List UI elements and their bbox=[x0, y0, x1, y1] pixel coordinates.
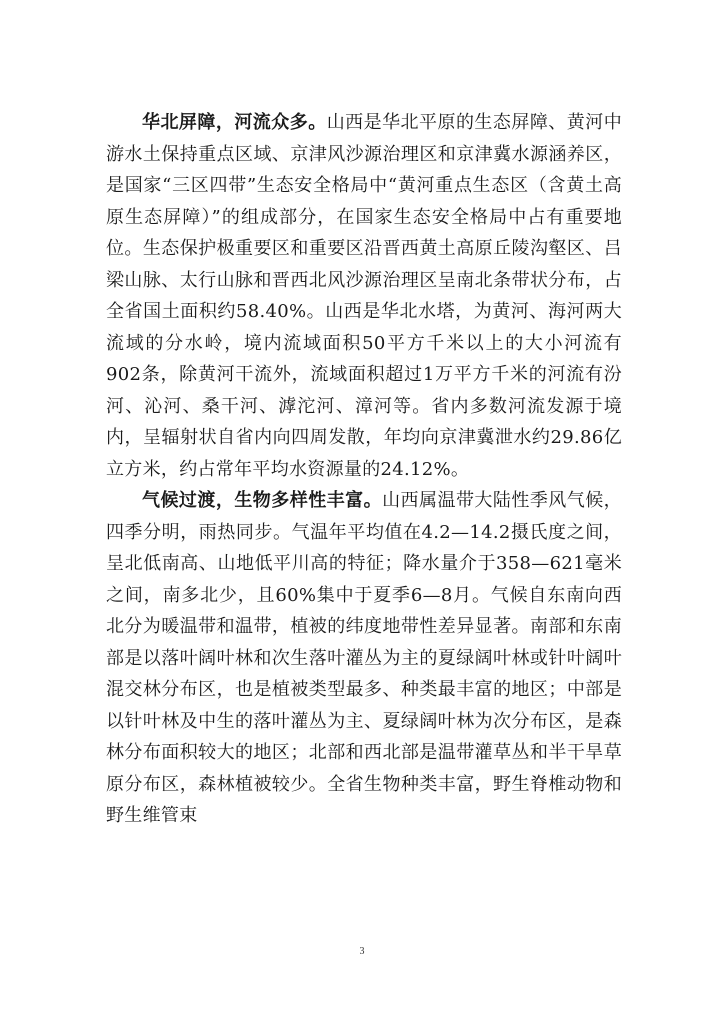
page-number: 3 bbox=[359, 946, 365, 957]
paragraph-body: 山西属温带大陆性季风气候，四季分明，雨热同步。气温年平均值在4.2—14.2摄氏度之间，呈北低南高、山地低平川高的特征；降水量介于358—621毫米之间，南多北少，且60%集中于夏季6—8月。气候自东南向西北分为暖温带和温带，植被的纬度地带性差异显著。南部和东南部是以落叶阔叶林和次生落叶灌丛为主的夏绿阔叶林或针叶阔叶混交林分布区，也是植被类型最多、种类最丰富的地区；中部是以针叶林及中生的落叶灌丛为主、夏绿阔叶林为次分布区，是森林分布面积较大的地区；北部和西北部是温带灌草丛和半干旱草原分布区，森林植被较少。全省生物种类丰富，野生脊椎动物和野生维管束 bbox=[106, 490, 622, 826]
paragraph-body: 山西是华北平原的生态屏障、黄河中游水土保持重点区域、京津风沙源治理区和京津冀水源涵养区，是国家“三区四带”生态安全格局中“黄河重点生态区（含黄土高原生态屏障）”的组成部分，在国家生态安全格局中占有重要地位。生态保护极重要区和重要区沿晋西黄土高原丘陵沟壑区、吕梁山脉、太行山脉和晋西北风沙源治理区呈南北条带状分布，占全省国土面积约58.40%。山西是华北水塔，为黄河、海河两大流域的分水岭，境内流域面积50平方千米以上的大小河流有902条，除黄河干流外，流域面积超过1万平方千米的河流有汾河、沁河、桑干河、滹沱河、漳河等。省内多数河流发源于境内，呈辐射状自省内向四周发散，年均向京津冀泄水约29.86亿立方米，约占常年平均水资源量的24.12%。 bbox=[106, 112, 622, 480]
paragraph-lead: 气候过渡，生物多样性丰富。 bbox=[142, 490, 383, 511]
paragraph-north-china-barrier bbox=[106, 107, 622, 485]
paragraph-climate-biodiversity bbox=[106, 485, 622, 832]
paragraph-lead: 华北屏障，河流众多。 bbox=[142, 112, 327, 133]
body-text bbox=[106, 107, 622, 832]
